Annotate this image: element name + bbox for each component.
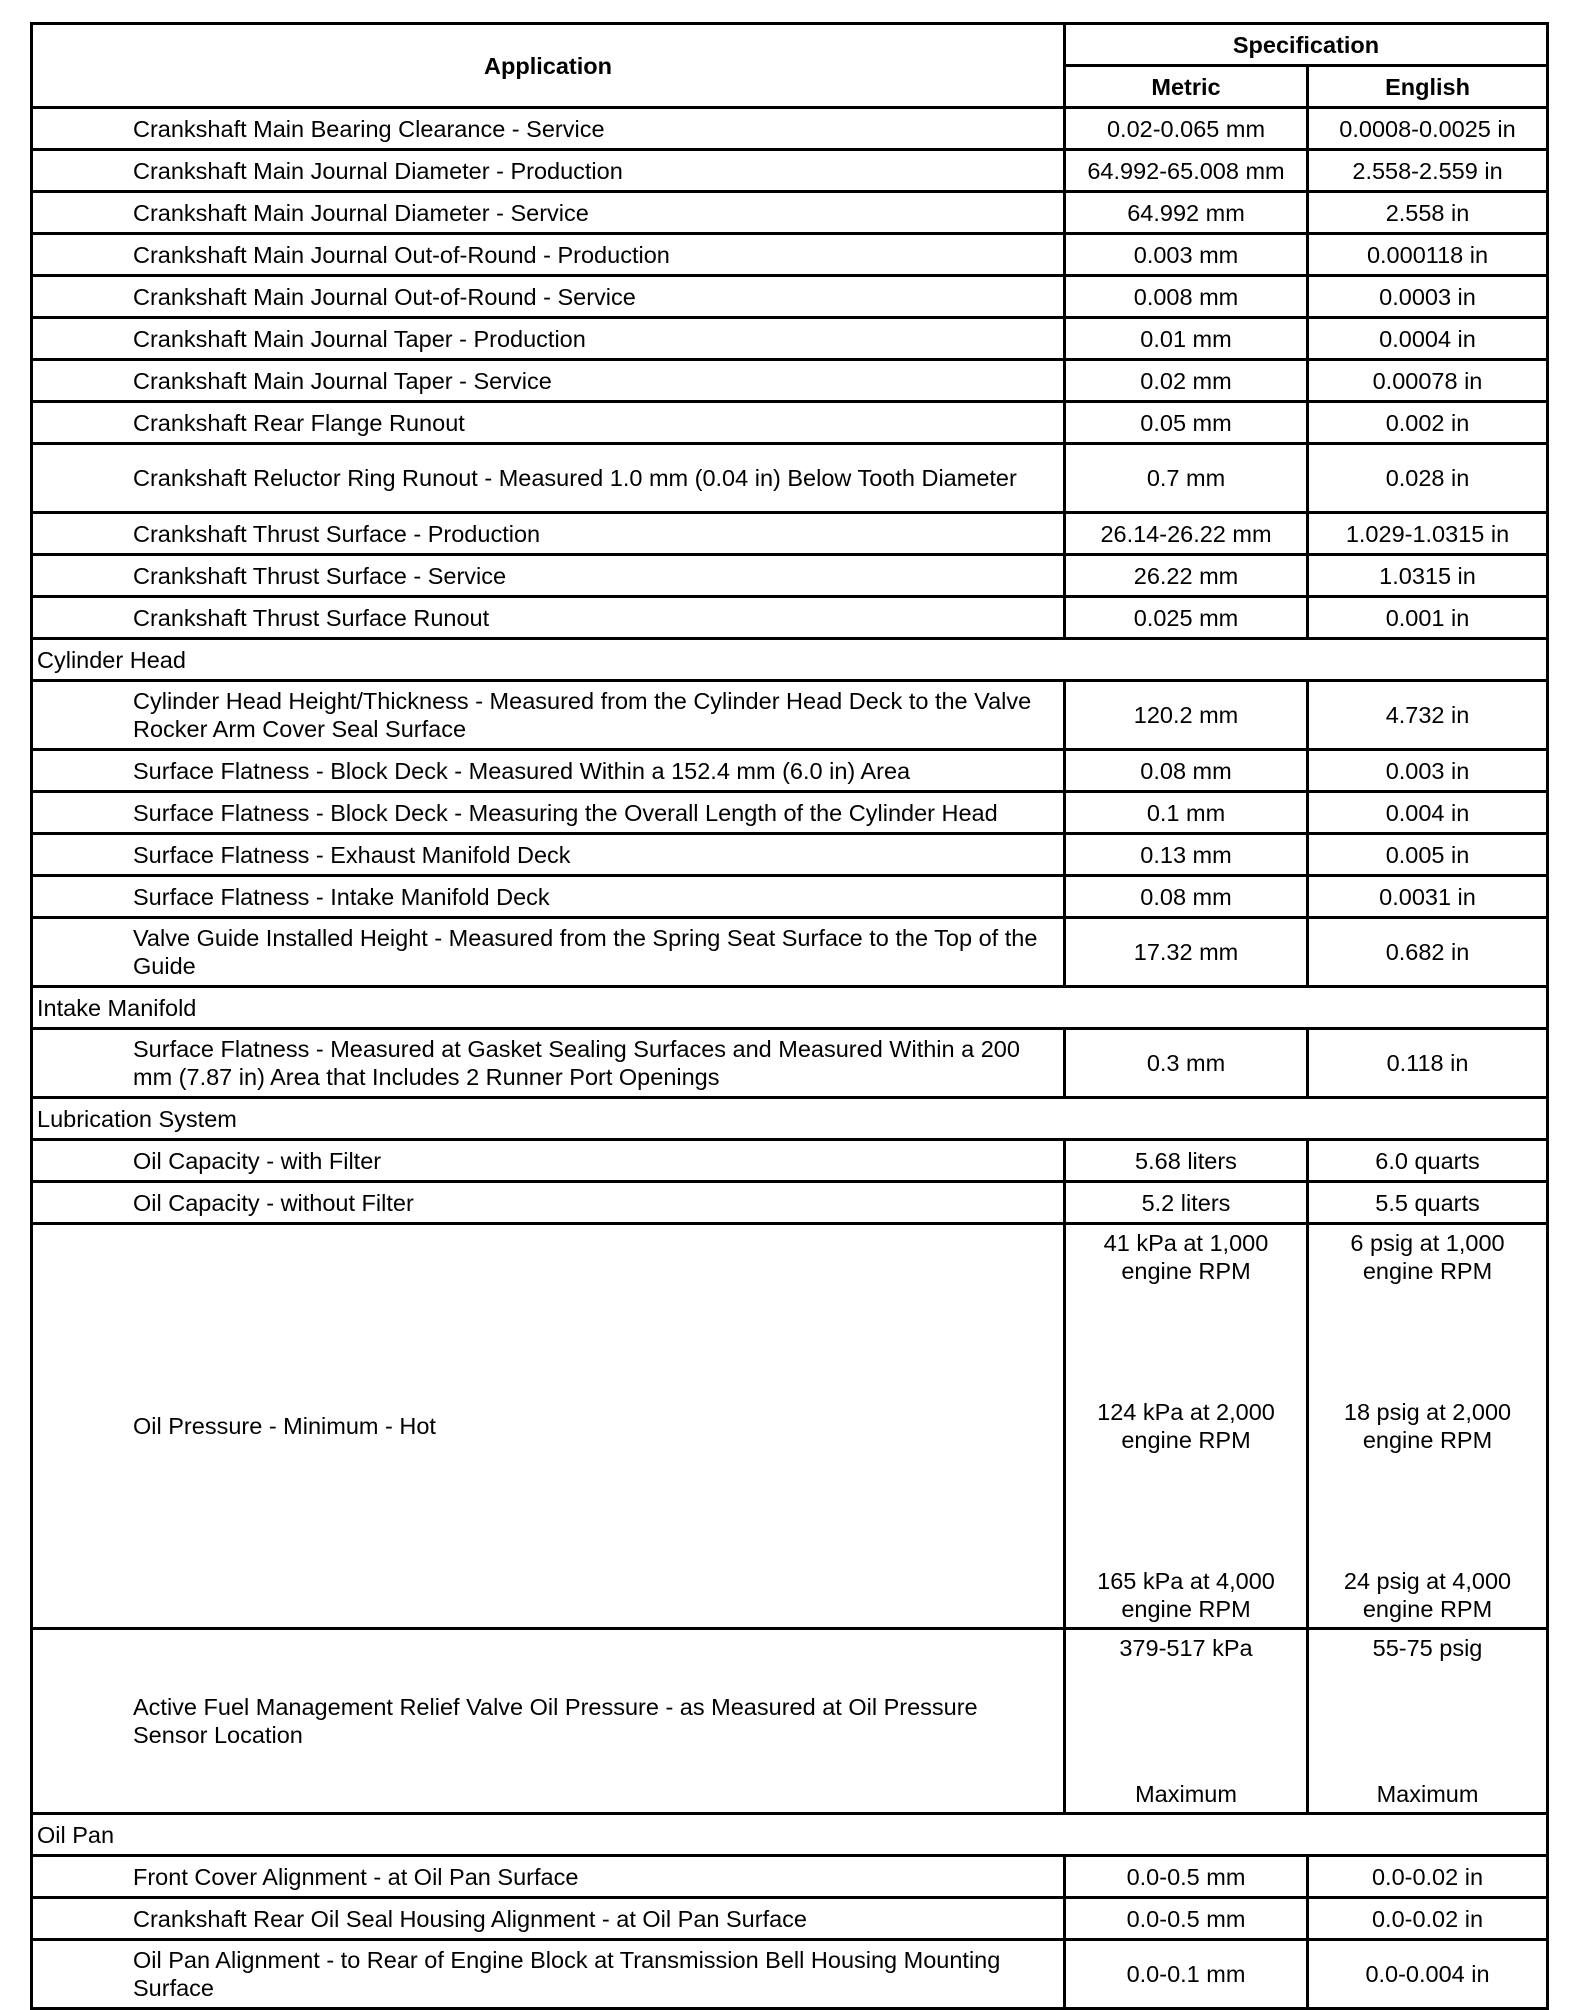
table-row	[32, 1898, 1548, 1940]
table-row	[32, 402, 1548, 444]
english-cell: 1.029-1.0315 in	[1308, 513, 1548, 555]
table-row	[32, 318, 1548, 360]
metric-value: Maximum	[1135, 1781, 1237, 1807]
application-cell: Surface Flatness - Exhaust Manifold Deck	[32, 834, 1065, 876]
english-cell: 0.004 in	[1308, 792, 1548, 834]
table-row	[32, 597, 1548, 639]
table-row	[32, 1856, 1548, 1898]
english-value: 18 psig at 2,000 engine RPM	[1343, 1399, 1512, 1453]
table-row	[32, 513, 1548, 555]
english-cell: 0.0-0.004 in	[1308, 1940, 1548, 2009]
application-cell: Crankshaft Thrust Surface Runout	[32, 597, 1065, 639]
metric-cell: 26.22 mm	[1065, 555, 1308, 597]
table-row	[32, 1182, 1548, 1224]
table-row-oil-pressure	[32, 1224, 1548, 1629]
english-cell: 0.00078 in	[1308, 360, 1548, 402]
metric-value: 379-517 kPa	[1119, 1635, 1253, 1661]
metric-cell: 0.02-0.065 mm	[1065, 108, 1308, 150]
metric-cell: 0.02 mm	[1065, 360, 1308, 402]
application-cell: Crankshaft Main Journal Out-of-Round - Service	[32, 276, 1065, 318]
specification-table	[30, 22, 1549, 2010]
english-header: English	[1308, 66, 1548, 108]
english-cell: 0.001 in	[1308, 597, 1548, 639]
table-row	[32, 360, 1548, 402]
english-cell: 6.0 quarts	[1308, 1140, 1548, 1182]
metric-cell: 0.08 mm	[1065, 876, 1308, 918]
application-cell: Crankshaft Main Journal Taper - Service	[32, 360, 1065, 402]
english-value: 6 psig at 1,000 engine RPM	[1350, 1230, 1505, 1284]
application-cell: Crankshaft Main Journal Diameter - Production	[32, 150, 1065, 192]
application-cell: Front Cover Alignment - at Oil Pan Surface	[32, 1856, 1065, 1898]
english-cell: 0.0-0.02 in	[1308, 1856, 1548, 1898]
english-value: 55-75 psig	[1372, 1635, 1483, 1661]
table-row	[32, 834, 1548, 876]
application-cell: Oil Pressure - Minimum - Hot	[32, 1224, 1065, 1629]
table-row	[32, 444, 1548, 513]
application-cell: Crankshaft Rear Oil Seal Housing Alignment - at Oil Pan Surface	[32, 1898, 1065, 1940]
application-cell: Crankshaft Thrust Surface - Production	[32, 513, 1065, 555]
metric-cell	[1065, 1629, 1308, 1814]
metric-cell: 0.003 mm	[1065, 234, 1308, 276]
section-row-intake-manifold	[32, 987, 1548, 1029]
metric-cell: 5.68 liters	[1065, 1140, 1308, 1182]
english-cell: 4.732 in	[1308, 681, 1548, 750]
metric-cell: 0.7 mm	[1065, 444, 1308, 513]
table-row-afm-relief-valve	[32, 1629, 1548, 1814]
application-cell: Cylinder Head Height/Thickness - Measured from the Cylinder Head Deck to the Valve Rocker Arm Cover Seal Surface	[32, 681, 1065, 750]
application-cell: Crankshaft Rear Flange Runout	[32, 402, 1065, 444]
english-cell: 2.558-2.559 in	[1308, 150, 1548, 192]
english-cell: 2.558 in	[1308, 192, 1548, 234]
section-title: Cylinder Head	[32, 639, 1548, 681]
metric-cell: 0.008 mm	[1065, 276, 1308, 318]
english-cell: 0.002 in	[1308, 402, 1548, 444]
section-row-lubrication-system	[32, 1098, 1548, 1140]
english-cell: 0.028 in	[1308, 444, 1548, 513]
table-row	[32, 1140, 1548, 1182]
table-row	[32, 1940, 1548, 2009]
english-cell: 0.0003 in	[1308, 276, 1548, 318]
english-cell: 0.0031 in	[1308, 876, 1548, 918]
metric-value: 41 kPa at 1,000 engine RPM	[1103, 1230, 1269, 1284]
table-row	[32, 108, 1548, 150]
metric-cell: 26.14-26.22 mm	[1065, 513, 1308, 555]
application-cell: Surface Flatness - Intake Manifold Deck	[32, 876, 1065, 918]
metric-value: 124 kPa at 2,000 engine RPM	[1097, 1399, 1275, 1453]
table-row	[32, 192, 1548, 234]
table-row	[32, 1029, 1548, 1098]
section-title: Lubrication System	[32, 1098, 1548, 1140]
table-row	[32, 792, 1548, 834]
application-cell: Valve Guide Installed Height - Measured from the Spring Seat Surface to the Top of the Guide	[32, 918, 1065, 987]
english-cell: 0.0-0.02 in	[1308, 1898, 1548, 1940]
application-cell: Active Fuel Management Relief Valve Oil Pressure - as Measured at Oil Pressure Sensor Location	[32, 1629, 1065, 1814]
english-cell: 0.003 in	[1308, 750, 1548, 792]
metric-cell: 0.13 mm	[1065, 834, 1308, 876]
application-cell: Surface Flatness - Measured at Gasket Sealing Surfaces and Measured Within a 200 mm (7.87 in) Area that Includes 2 Runner Port Openings	[32, 1029, 1065, 1098]
metric-cell: 0.01 mm	[1065, 318, 1308, 360]
english-cell: 0.682 in	[1308, 918, 1548, 987]
english-cell: 5.5 quarts	[1308, 1182, 1548, 1224]
english-cell: 0.0008-0.0025 in	[1308, 108, 1548, 150]
section-row-oil-pan	[32, 1814, 1548, 1856]
application-cell: Oil Capacity - with Filter	[32, 1140, 1065, 1182]
table-row	[32, 276, 1548, 318]
english-cell: 0.0004 in	[1308, 318, 1548, 360]
application-header: Application	[32, 24, 1065, 108]
application-cell: Oil Pan Alignment - to Rear of Engine Block at Transmission Bell Housing Mounting Surface	[32, 1940, 1065, 2009]
metric-cell: 0.3 mm	[1065, 1029, 1308, 1098]
metric-cell: 0.08 mm	[1065, 750, 1308, 792]
metric-cell: 120.2 mm	[1065, 681, 1308, 750]
table-row	[32, 555, 1548, 597]
application-cell: Surface Flatness - Block Deck - Measured Within a 152.4 mm (6.0 in) Area	[32, 750, 1065, 792]
metric-header: Metric	[1065, 66, 1308, 108]
application-cell: Crankshaft Thrust Surface - Service	[32, 555, 1065, 597]
table-row	[32, 234, 1548, 276]
metric-cell: 0.025 mm	[1065, 597, 1308, 639]
specification-header: Specification	[1065, 24, 1548, 66]
metric-cell: 0.0-0.1 mm	[1065, 1940, 1308, 2009]
english-cell: 0.118 in	[1308, 1029, 1548, 1098]
metric-cell: 64.992 mm	[1065, 192, 1308, 234]
english-cell: 0.000118 in	[1308, 234, 1548, 276]
table-row	[32, 918, 1548, 987]
english-cell	[1308, 1629, 1548, 1814]
metric-cell: 0.0-0.5 mm	[1065, 1856, 1308, 1898]
application-cell: Crankshaft Main Journal Diameter - Service	[32, 192, 1065, 234]
metric-cell: 17.32 mm	[1065, 918, 1308, 987]
section-row-cylinder-head	[32, 639, 1548, 681]
metric-cell: 0.05 mm	[1065, 402, 1308, 444]
application-cell: Crankshaft Main Bearing Clearance - Service	[32, 108, 1065, 150]
english-cell: 0.005 in	[1308, 834, 1548, 876]
table-row	[32, 150, 1548, 192]
metric-cell: 5.2 liters	[1065, 1182, 1308, 1224]
english-cell: 1.0315 in	[1308, 555, 1548, 597]
metric-cell: 0.1 mm	[1065, 792, 1308, 834]
application-cell: Surface Flatness - Block Deck - Measuring the Overall Length of the Cylinder Head	[32, 792, 1065, 834]
table-row	[32, 750, 1548, 792]
metric-cell	[1065, 1224, 1308, 1629]
metric-cell: 0.0-0.5 mm	[1065, 1898, 1308, 1940]
application-cell: Crankshaft Main Journal Out-of-Round - Production	[32, 234, 1065, 276]
application-cell: Crankshaft Main Journal Taper - Production	[32, 318, 1065, 360]
english-value: 24 psig at 4,000 engine RPM	[1343, 1568, 1512, 1622]
metric-value: 165 kPa at 4,000 engine RPM	[1097, 1568, 1275, 1622]
section-title: Intake Manifold	[32, 987, 1548, 1029]
table-row	[32, 681, 1548, 750]
section-title: Oil Pan	[32, 1814, 1548, 1856]
english-value: Maximum	[1376, 1781, 1479, 1807]
application-cell: Oil Capacity - without Filter	[32, 1182, 1065, 1224]
table-row	[32, 876, 1548, 918]
metric-cell: 64.992-65.008 mm	[1065, 150, 1308, 192]
application-cell: Crankshaft Reluctor Ring Runout - Measured 1.0 mm (0.04 in) Below Tooth Diameter	[32, 444, 1065, 513]
english-cell	[1308, 1224, 1548, 1629]
